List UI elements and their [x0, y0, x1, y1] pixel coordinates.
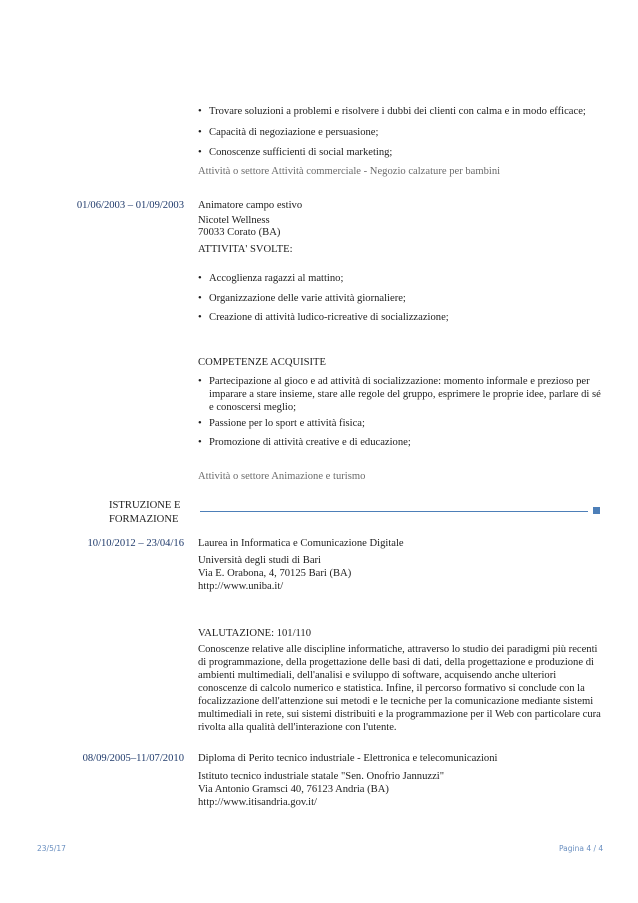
section-heading-line1: ISTRUZIONE E	[109, 500, 181, 511]
list-item-text: Partecipazione al gioco e ad attività di socializzazione: momento informale e prezioso per imparare a stare insieme, stare alle regole del gruppo, esprimere le proprie idee, parlare di sé e conoscersi meglio;	[209, 376, 601, 413]
job-dates: 01/06/2003 – 01/09/2003	[76, 200, 184, 211]
list-item	[198, 272, 603, 285]
list-item-text: Creazione di attività ludico-ricreative di socializzazione;	[209, 312, 449, 323]
bullet-icon: •	[198, 437, 202, 448]
bullet-icon: •	[198, 293, 202, 304]
list-item	[198, 436, 603, 449]
list-item-text: Passione per lo sport e attività fisica;	[209, 418, 365, 429]
job-title: Animatore campo estivo	[198, 200, 303, 211]
job-address: 70033 Corato (BA)	[198, 227, 281, 238]
sector-text: Attività o settore Animazione e turismo	[198, 471, 366, 482]
education-grade: VALUTAZIONE: 101/110	[198, 628, 312, 639]
bullet-icon: •	[198, 147, 202, 158]
section-marker-icon	[593, 507, 600, 514]
section-heading-line2: FORMAZIONE	[109, 514, 179, 525]
bullet-icon: •	[198, 376, 202, 387]
education-institution: Istituto tecnico industriale statale "Sen. Onofrio Jannuzzi"	[198, 771, 445, 782]
list-item-text: Promozione di attività creative e di educazione;	[209, 437, 411, 448]
footer-date: 23/5/17	[37, 844, 66, 853]
education-dates: 10/10/2012 – 23/04/16	[87, 538, 184, 549]
sector-text: Attività o settore Attività commerciale - Negozio calzature per bambini	[198, 166, 501, 177]
list-item-text: Accoglienza ragazzi al mattino;	[209, 273, 344, 284]
list-item-text: Conoscenze sufficienti di social marketing;	[209, 147, 393, 158]
list-item	[198, 311, 603, 324]
list-item-text: Organizzazione delle varie attività giornaliere;	[209, 293, 406, 304]
skills-heading: COMPETENZE ACQUISITE	[198, 357, 327, 368]
education-title: Diploma di Perito tecnico industriale - Elettronica e telecomunicazioni	[198, 753, 498, 764]
bullet-icon: •	[198, 127, 202, 138]
list-item-text: Capacità di negoziazione e persuasione;	[209, 127, 379, 138]
education-address: Via E. Orabona, 4, 70125 Bari (BA)	[198, 568, 352, 579]
education-address: Via Antonio Gramsci 40, 76123 Andria (BA)	[198, 784, 389, 795]
list-item	[198, 126, 603, 139]
education-url[interactable]: http://www.uniba.it/	[198, 581, 284, 592]
education-institution: Università degli studi di Bari	[198, 555, 321, 566]
bullet-icon: •	[198, 418, 202, 429]
education-dates: 08/09/2005–11/07/2010	[82, 753, 184, 764]
bullet-icon: •	[198, 106, 202, 117]
job-employer: Nicotel Wellness	[198, 215, 270, 226]
list-item	[198, 292, 603, 305]
list-item-text: Trovare soluzioni a problemi e risolvere i dubbi dei clienti con calma e in modo efficace;	[209, 106, 586, 117]
education-url[interactable]: http://www.itisandria.gov.it/	[198, 797, 317, 808]
footer-page-number: Pagina 4 / 4	[559, 844, 604, 853]
bullet-icon: •	[198, 312, 202, 323]
list-item	[198, 105, 603, 118]
list-item	[198, 417, 603, 430]
education-title: Laurea in Informatica e Comunicazione Digitale	[198, 538, 404, 549]
education-description: Conoscenze relative alle discipline informatiche, attraverso lo studio dei paradigmi più recenti di programmazione, della progettazione delle basi di dati, della progettazione e produzione di ambienti multimediali, dell'analisi e sviluppo di software, acquisendo anche ulteriori conoscenze di calcolo numerico e statistica. Infine, il percorso formativo si conclude con la focalizzazione dell'attenzione sui metodi e le tecniche per la comunicazione mediante sistemi multimediali in rete, sui sistemi distribuiti e la programmazione per il Web con particolare cura rivolta alla qualità dell'interazione con l'utente.	[198, 644, 601, 733]
bullet-icon: •	[198, 273, 202, 284]
list-item	[198, 146, 603, 159]
list-item	[198, 375, 603, 414]
activities-heading: ATTIVITA' SVOLTE:	[198, 244, 293, 255]
section-divider	[200, 511, 588, 512]
